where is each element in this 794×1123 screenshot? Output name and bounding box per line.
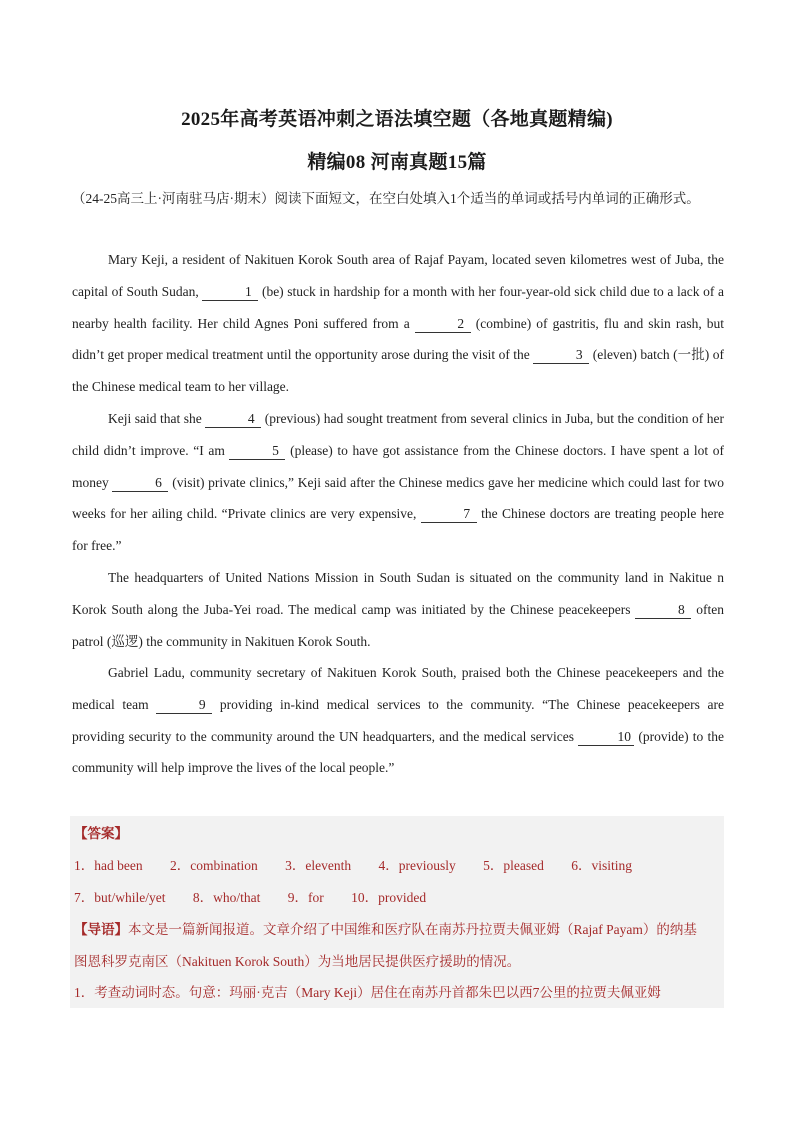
blank-3: 3	[533, 347, 589, 364]
blank-10: 10	[578, 729, 634, 746]
blank-7: 7	[421, 506, 477, 523]
document-subtitle: 精编08 河南真题15篇	[307, 152, 487, 173]
answer-item: 3．eleventh	[285, 858, 352, 873]
guide-line-2: 图恩科罗克南区（Nakituen Korok South）为当地居民提供医疗援助的情况。	[74, 954, 521, 969]
guide-line-1	[74, 918, 697, 938]
answer-item: 7．but/while/yet	[74, 890, 166, 905]
answer-row-2	[74, 886, 450, 906]
passage-paragraph-1: Mary Keji, a resident of Nakituen Korok South area of Rajaf Payam, located seven kilometres west of Juba, the capital of South Sudan, 1 (be) stuck in hardship for a month with her four-year-old sick child due to a lack of a nearby health facility. Her child Agnes Poni suffered from a 2 (combine) of gastritis, flu and skin rash, but didn’t get proper medical treatment until the opportunity arose during the visit of the 3 (eleven) batch (一批) of the Chinese medical team to her village.	[72, 252, 724, 395]
guide-text: 本文是一篇新闻报道。文章介绍了中国维和医疗队在南苏丹拉贾夫佩亚姆（Rajaf Payam）的纳基	[128, 922, 697, 937]
passage-paragraph-4: Gabriel Ladu, community secretary of Nakituen Korok South, praised both the Chinese peacekeepers and the medical team 9 providing in-kind medical services to the community. “The Chinese peacekeepers are providing security to the community around the UN headquarters, and the medical services 10 (provide) to the community will help improve the lives of the local people.”	[72, 665, 724, 776]
blank-2: 2	[415, 316, 471, 333]
passage-paragraph-2: Keji said that she 4 (previous) had sought treatment from several clinics in Juba, but the condition of her child didn’t improve. “I am 5 (please) to have got assistance from the Chinese doctors. I have spent a lot of money 6 (visit) private clinics,” Keji said after the Chinese medics gave her medicine which could last for two weeks for her ailing child. “Private clinics are very expensive, 7 the Chinese doctors are treating people here for free.”	[72, 411, 725, 554]
answer-item: 1．had been	[74, 858, 143, 873]
answer-item: 6．visiting	[571, 858, 632, 873]
explanation-item-1: 1．考查动词时态。句意：玛丽·克吉（Mary Keji）居住在南苏丹首都朱巴以西7公里的拉贾夫佩亚姆	[74, 985, 661, 1000]
answer-item: 9．for	[287, 890, 324, 905]
instructions: （24-25高三上·河南驻马店·期末）阅读下面短文，在空白处填入1个适当的单词或括号内单词的正确形式。	[72, 191, 700, 206]
blank-1: 1	[202, 284, 258, 301]
answer-item: 10．provided	[351, 890, 427, 905]
answer-section	[70, 816, 724, 1008]
blank-8: 8	[635, 602, 691, 619]
document-title: 2025年高考英语冲刺之语法填空题（各地真题精编)	[181, 109, 613, 130]
answer-heading: 【答案】	[74, 826, 128, 841]
blank-4: 4	[205, 411, 261, 428]
blank-6: 6	[112, 475, 168, 492]
blank-9: 9	[156, 697, 212, 714]
answer-item: 8．who/that	[192, 890, 261, 905]
answer-item: 2．combination	[169, 858, 258, 873]
blank-5: 5	[229, 443, 285, 460]
passage-paragraph-3: The headquarters of United Nations Mission in South Sudan is situated on the community land in Nakitue n Korok South along the Juba-Yei road. The medical camp was initiated by the Chinese peacekeepers 8 often patrol (巡逻) the community in Nakituen Korok South.	[72, 570, 724, 649]
answer-item: 5．pleased	[483, 858, 544, 873]
answer-item: 4．previously	[378, 858, 456, 873]
answer-row-1	[74, 854, 656, 874]
guide-label: 【导语】	[74, 922, 128, 937]
